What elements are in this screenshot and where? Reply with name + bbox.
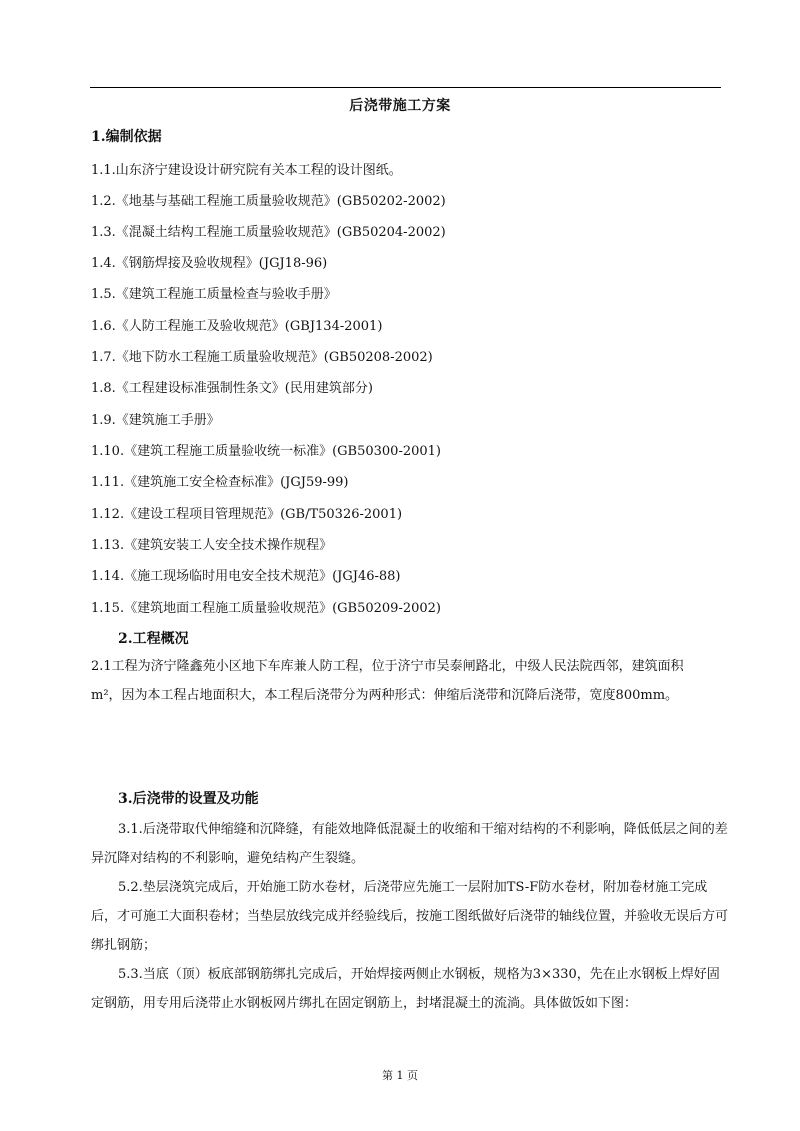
basis-item-2: 1.2.《地基与基础工程施工质量验收规范》(GB50202-2002) xyxy=(91,194,446,209)
section-heading-1: 1.编制依据 xyxy=(91,129,162,145)
basis-item-4: 1.4.《钢筋焊接及验收规程》(JGJ18-96) xyxy=(91,256,328,271)
basis-item-13: 1.13.《建筑安装工人安全技术操作规程》 xyxy=(91,538,333,553)
page-title: 后浇带施工方案 xyxy=(349,98,451,114)
overview-text-1: 2.1工程为济宁隆鑫苑小区地下车库兼人防工程，位于济宁市吴泰闸路北，中级人民法院西邻，建筑面积 xyxy=(91,659,684,674)
basis-item-3: 1.3.《混凝土结构工程施工质量验收规范》(GB50204-2002) xyxy=(91,225,446,240)
section-heading-3: 3.后浇带的设置及功能 xyxy=(118,791,259,807)
function-paragraph-1: 3.1.后浇带取代伸缩缝和沉降缝，有能效地降低混凝土的收缩和干缩对结构的不利影响，降低低层之间的差异沉降对结构的不利影响，避免结构产生裂缝。 xyxy=(91,822,728,866)
basis-item-9: 1.9.《建筑施工手册》 xyxy=(91,413,220,428)
basis-item-12: 1.12.《建设工程项目管理规范》(GB/T50326-2001) xyxy=(91,507,403,522)
basis-item-15: 1.15.《建筑地面工程施工质量验收规范》(GB50209-2002) xyxy=(91,601,441,616)
overview-text-2: ，因为本工程占地面积大，本工程后浇带分为两种形式：伸缩后浇带和沉降后浇带，宽度800mm。 xyxy=(108,688,679,703)
basis-item-1: 1.1.山东济宁建设设计研究院有关本工程的设计图纸。 xyxy=(91,163,402,178)
header-rule xyxy=(90,87,721,88)
basis-item-5: 1.5.《建筑工程施工质量检查与验收手册》 xyxy=(91,287,337,302)
function-paragraph-3: 5.3.当底（顶）板底部钢筋绑扎完成后，开始焊接两侧止水钢板，规格为3×330，先在止水钢板上焊好固定钢筋，用专用后浇带止水钢板网片绑扎在固定钢筋上，封堵混凝土的流淌。具体做饭如下图： xyxy=(91,967,720,1011)
basis-item-14: 1.14.《施工现场临时用电安全技术规范》(JGJ46-88) xyxy=(91,569,401,584)
basis-item-11: 1.11.《建筑施工安全检查标准》(JGJ59-99) xyxy=(91,475,349,490)
basis-item-8: 1.8.《工程建设标准强制性条文》(民用建筑部分) xyxy=(91,381,373,396)
basis-item-6: 1.6.《人防工程施工及验收规范》(GBJ134-2001) xyxy=(91,319,383,334)
page-number: 第 1 页 xyxy=(382,1069,418,1082)
basis-item-7: 1.7.《地下防水工程施工质量验收规范》(GB50208-2002) xyxy=(91,350,433,365)
overview-paragraph xyxy=(91,652,731,710)
basis-item-10: 1.10.《建筑工程施工质量验收统一标准》(GB50300-2001) xyxy=(91,444,441,459)
section-heading-2: 2.工程概况 xyxy=(118,631,189,647)
function-paragraph-2: 5.2.垫层浇筑完成后，开始施工防水卷材，后浇带应先施工一层附加TS-F防水卷材，附加卷材施工完成后，才可施工大面积卷材；当垫层放线完成并经验线后，按施工图纸做好后浇带的轴线位置，并验收无误后方可绑扎钢筋； xyxy=(91,880,729,953)
section3-body xyxy=(91,815,731,1018)
area-unit: m² xyxy=(91,688,109,703)
